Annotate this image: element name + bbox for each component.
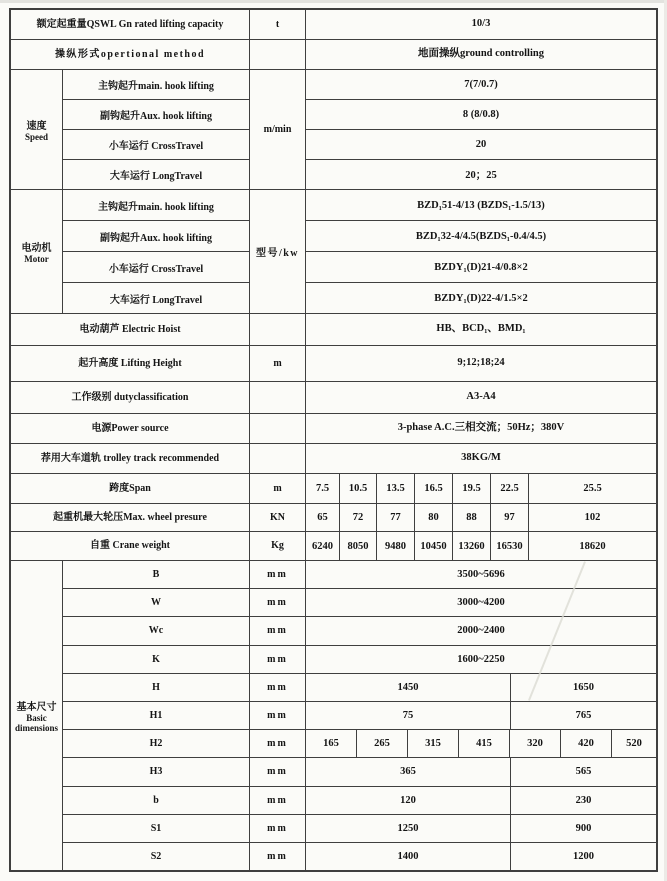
crane-weight-value: 16530 xyxy=(491,532,529,560)
wheel-pressure-value: 80 xyxy=(415,504,453,531)
dim-row-H xyxy=(63,674,656,702)
motor-row-value: BZD₁32-4/4.5(BZDS₁-0.4/4.5) xyxy=(306,221,656,252)
span-value: 10.5 xyxy=(340,474,377,503)
wheel-pressure-values xyxy=(306,504,656,531)
row-crane-weight xyxy=(11,532,656,561)
dim-row-b xyxy=(63,787,656,815)
crane-weight-value: 13260 xyxy=(453,532,491,560)
dim-value: 420 xyxy=(561,730,612,757)
motor-row-label: 大车运行 LongTravel xyxy=(109,294,203,306)
motor-row-label: 小车运行 CrossTravel xyxy=(63,252,249,283)
span-value: 7.5 xyxy=(306,474,340,503)
speed-row-label: 小车运行 CrossTravel xyxy=(63,130,249,160)
dim-unit: mm xyxy=(250,561,306,588)
dim-unit: mm xyxy=(250,730,306,757)
dim-value-right: 1200 xyxy=(573,850,594,862)
dim-unit: mm xyxy=(250,815,306,842)
operation-method-value: 地面操纵ground controlling xyxy=(418,48,544,60)
motor-row-value: BZDY₁(D)21-4/0.8×2 xyxy=(306,252,656,283)
speed-row-value: 7(7/0.7) xyxy=(306,70,656,100)
recommended-track-value: 38KG/M xyxy=(461,452,501,464)
dim-value-left: 1450 xyxy=(306,674,511,701)
speed-row-label: 副钩起升Aux. hook lifting xyxy=(63,100,249,130)
motor-group-en: Motor xyxy=(24,254,49,264)
wheel-pressure-value: 65 xyxy=(306,504,340,531)
electric-hoist-unit xyxy=(250,314,306,345)
dim-value-left: 75 xyxy=(306,702,511,729)
dim-row-K xyxy=(63,646,656,674)
rated-capacity-unit: t xyxy=(250,10,306,39)
basic-dimensions-zh: 基本尺寸 xyxy=(16,702,57,713)
speed-row-label: 大车运行 LongTravel xyxy=(109,171,203,182)
duty-classification-label: 工作级别 dutyclassification xyxy=(11,382,250,413)
dim-row-H2 xyxy=(63,730,656,758)
wheel-pressure-value: 102 xyxy=(584,512,601,523)
speed-row-value: 8 (8/0.8) xyxy=(306,100,656,130)
dim-unit: mm xyxy=(250,674,306,701)
dim-unit: mm xyxy=(250,617,306,644)
dim-label: S1 xyxy=(63,815,250,842)
speed-row-value: 20；25 xyxy=(465,170,497,181)
speed-group-zh: 速度 xyxy=(26,121,47,132)
dim-value: 415 xyxy=(459,730,510,757)
span-values xyxy=(306,474,656,503)
dim-unit: mm xyxy=(250,758,306,785)
wheel-pressure-value: 88 xyxy=(453,504,491,531)
basic-dimensions-en2: dimensions xyxy=(14,723,58,733)
row-operation-method xyxy=(11,40,656,70)
dim-row-Wc xyxy=(63,617,656,645)
dim-value: 3000~4200 xyxy=(457,597,505,609)
dim-row-S1 xyxy=(63,815,656,843)
crane-weight-label: 自重 Crane weight xyxy=(11,532,250,560)
speed-group-en: Speed xyxy=(24,132,48,142)
row-rated-capacity xyxy=(11,10,656,40)
duty-classification-value: A3-A4 xyxy=(466,391,496,403)
dim-value-right: 900 xyxy=(575,822,592,834)
power-source-label: 电源Power source xyxy=(11,414,250,443)
power-source-value: 3-phase A.C.三相交流；50Hz；380V xyxy=(397,422,565,434)
dim-value-right: 765 xyxy=(575,710,592,722)
row-wheel-pressure xyxy=(11,504,656,532)
operation-method-unit xyxy=(250,40,306,69)
motor-row-value: BZD₁51-4/13 (BZDS₁-1.5/13) xyxy=(306,190,656,221)
recommended-track-label: 荐用大车道轨 trolley track recommended xyxy=(11,444,250,473)
span-value: 25.5 xyxy=(583,483,602,494)
dim-unit: mm xyxy=(250,589,306,616)
dim-value-left: 365 xyxy=(306,758,511,785)
electric-hoist-value: HB、BCD₁、BMD₁ xyxy=(436,323,526,335)
dim-value-left: 120 xyxy=(306,787,511,814)
dim-value-right: 1650 xyxy=(573,681,594,693)
motor-unit: 型号/kw xyxy=(250,190,306,313)
dim-label: Wc xyxy=(63,617,250,644)
recommended-track-unit xyxy=(250,444,306,473)
dim-unit: mm xyxy=(250,787,306,814)
dim-value-right: 565 xyxy=(575,766,592,778)
motor-group-label xyxy=(11,190,63,313)
wheel-pressure-unit: KN xyxy=(250,504,306,531)
dim-value: 2000~2400 xyxy=(457,625,505,637)
dim-value: 520 xyxy=(626,738,642,750)
dim-value: 320 xyxy=(510,730,561,757)
speed-group-label xyxy=(11,70,63,189)
dim-row-B xyxy=(63,561,656,589)
crane-weight-value: 8050 xyxy=(340,532,377,560)
power-source-unit xyxy=(250,414,306,443)
crane-weight-value: 9480 xyxy=(377,532,415,560)
span-unit: m xyxy=(250,474,306,503)
dim-value-left: 1400 xyxy=(306,843,511,870)
basic-dimensions-en1: Basic xyxy=(26,713,47,723)
dim-row-S2 xyxy=(63,843,656,870)
speed-unit: m/min xyxy=(250,70,306,189)
row-span xyxy=(11,474,656,504)
dim-unit: mm xyxy=(250,702,306,729)
speed-row-label: 主钩起升main. hook lifting xyxy=(63,70,249,100)
lifting-height-value: 9;12;18;24 xyxy=(457,357,505,369)
span-value: 22.5 xyxy=(491,474,529,503)
duty-classification-unit xyxy=(250,382,306,413)
dim-value-left: 1250 xyxy=(306,815,511,842)
lifting-height-unit: m xyxy=(250,346,306,381)
speed-row-value: 20 xyxy=(306,130,656,160)
dim-value: 315 xyxy=(408,730,459,757)
span-value: 13.5 xyxy=(377,474,415,503)
wheel-pressure-value: 72 xyxy=(340,504,377,531)
row-duty-classification xyxy=(11,382,656,414)
dim-label: H2 xyxy=(63,730,250,757)
span-label: 跨度Span xyxy=(11,474,250,503)
motor-row-value: BZDY₁(D)22-4/1.5×2 xyxy=(434,292,528,304)
section-basic-dimensions xyxy=(11,561,656,870)
dim-value: 3500~5696 xyxy=(457,569,505,581)
dim-label: H3 xyxy=(63,758,250,785)
crane-weight-values xyxy=(306,532,656,560)
dim-value-right: 230 xyxy=(575,794,592,806)
section-speed xyxy=(11,70,656,190)
wheel-pressure-value: 97 xyxy=(491,504,529,531)
dim-unit: mm xyxy=(250,843,306,870)
span-value: 19.5 xyxy=(453,474,491,503)
dim-label: H xyxy=(63,674,250,701)
motor-group-zh: 电动机 xyxy=(21,243,52,254)
motor-row-label: 副钩起升Aux. hook lifting xyxy=(63,221,249,252)
dim-label: b xyxy=(63,787,250,814)
wheel-pressure-label: 起重机最大轮压Max. wheel presure xyxy=(11,504,250,531)
wheel-pressure-value: 77 xyxy=(377,504,415,531)
dim-label: S2 xyxy=(63,843,250,870)
dim-label: W xyxy=(63,589,250,616)
motor-row-label: 主钩起升main. hook lifting xyxy=(63,190,249,221)
electric-hoist-label: 电动葫芦 Electric Hoist xyxy=(11,314,250,345)
dim-label: B xyxy=(63,561,250,588)
row-electric-hoist xyxy=(11,314,656,346)
crane-spec-table xyxy=(9,8,658,872)
motor-labels xyxy=(63,190,250,313)
motor-values xyxy=(306,190,656,313)
rated-capacity-value: 10/3 xyxy=(471,18,491,30)
row-recommended-track xyxy=(11,444,656,474)
lifting-height-label: 起升高度 Lifting Height xyxy=(11,346,250,381)
speed-values xyxy=(306,70,656,189)
crane-weight-value: 18620 xyxy=(579,540,606,552)
speed-labels xyxy=(63,70,250,189)
row-lifting-height xyxy=(11,346,656,382)
dim-row-H1 xyxy=(63,702,656,730)
dim-value: 165 xyxy=(306,730,357,757)
scan-edge-top xyxy=(0,0,667,3)
dim-row-H3 xyxy=(63,758,656,786)
crane-weight-unit: Kg xyxy=(250,532,306,560)
crane-weight-value: 6240 xyxy=(306,532,340,560)
dim-value: 265 xyxy=(357,730,408,757)
span-value: 16.5 xyxy=(415,474,453,503)
row-power-source xyxy=(11,414,656,444)
operation-method-label: 操纵形式opertional method xyxy=(11,40,250,69)
basic-dimensions-group-label xyxy=(11,561,63,870)
dim-unit: mm xyxy=(250,646,306,673)
dim-label: K xyxy=(63,646,250,673)
dim-label: H1 xyxy=(63,702,250,729)
rated-capacity-label: 额定起重量QSWL Gn rated lifting capacity xyxy=(11,10,250,39)
section-motor xyxy=(11,190,656,314)
dim-value: 1600~2250 xyxy=(457,653,505,665)
crane-weight-value: 10450 xyxy=(415,532,453,560)
